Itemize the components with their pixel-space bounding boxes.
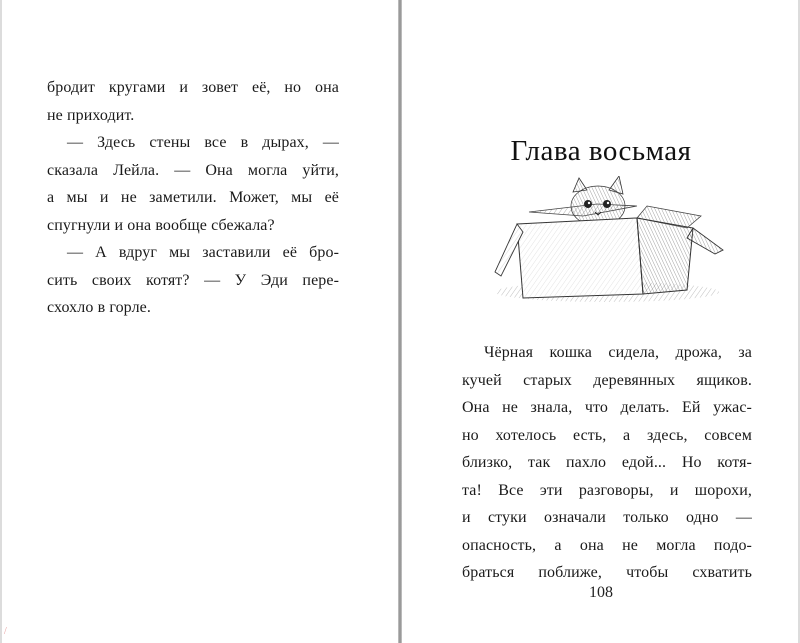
kitten-icon (571, 176, 625, 226)
corner-mark: / (4, 626, 7, 637)
kitten-in-box-icon (487, 176, 727, 304)
left-page-edge (0, 0, 2, 643)
text-line: та! Все эти разговоры, и шорохи, (462, 481, 752, 499)
text-line: — А вдруг мы заставили её бро- (67, 244, 339, 261)
page-number: 108 (589, 584, 613, 601)
text-line: сить своих котят? — У Эди пере- (47, 271, 339, 289)
text-line: а мы и не заметили. Может, мы её (47, 189, 339, 206)
text-line: не приходит. (47, 106, 135, 124)
text-line: Она не знала, что делать. Ей ужас- (462, 399, 752, 416)
text-line: схохло в горле. (47, 299, 151, 316)
left-page-text (47, 74, 339, 322)
text-line: близко, так пахло едой... Но котя- (462, 454, 752, 471)
text-line: кучей старых деревянных ящиков. (462, 371, 752, 389)
text-line: но хотелось есть, а здесь, совсем (462, 426, 752, 444)
text-line: и стуки означали только одно — (462, 509, 752, 526)
text-line: — Здесь стены все в дырах, — (67, 134, 339, 151)
right-page-text (462, 339, 752, 587)
text-line: браться поближе, чтобы схватить (462, 564, 752, 581)
text-line: Чёрная кошка сидела, дрожа, за (484, 344, 752, 361)
chapter-title: Глава восьмая (510, 135, 692, 167)
text-line: сказала Лейла. — Она могла уйти, (47, 161, 339, 179)
text-line: бродит кругами и зовет её, но она (47, 79, 339, 96)
kitten-in-box-illustration (487, 176, 727, 304)
text-line: опасность, а она не могла подо- (462, 536, 752, 554)
text-line: спугнули и она вообще сбежала? (47, 216, 275, 234)
